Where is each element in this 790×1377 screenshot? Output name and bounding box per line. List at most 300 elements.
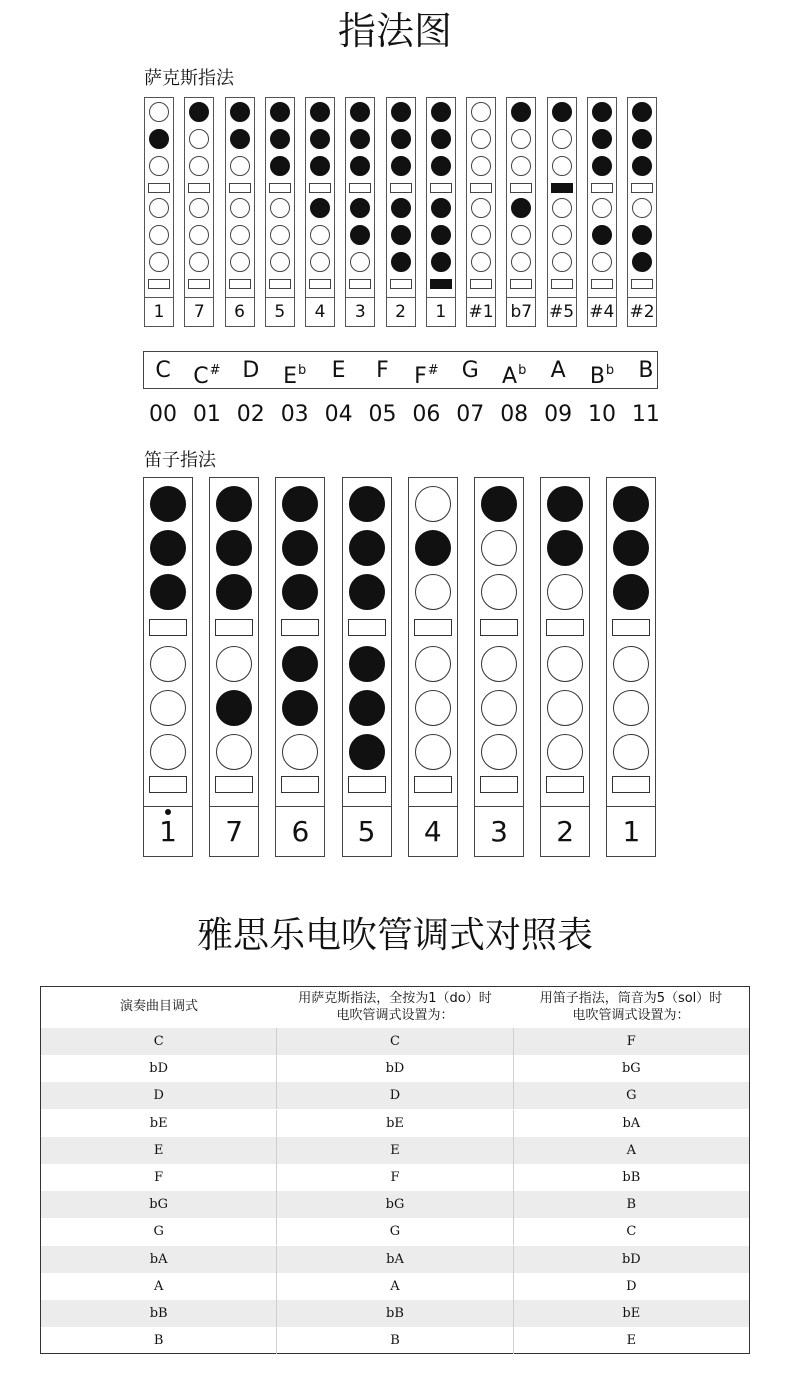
finger-hole [613,646,649,682]
finger-hole [216,574,252,610]
table-row [41,1082,749,1109]
finger-hole [431,225,451,245]
finger-hole [189,225,209,245]
table-row [41,1055,749,1082]
accidental-mark: # [209,363,221,378]
column-divider [145,297,173,298]
sax-note-label: b7 [510,302,533,322]
flute-fingering-column [408,477,458,857]
finger-hole [613,574,649,610]
sax-fingering-column [587,97,617,327]
finger-hole [592,198,612,218]
finger-hole [150,574,186,610]
finger-hole [310,156,330,176]
key-pad [215,776,253,793]
key-pad [149,776,187,793]
column-divider [266,297,294,298]
table-cell: A [153,1278,164,1294]
header-line: 演奏曲目调式 [119,999,198,1014]
finger-hole [431,252,451,272]
finger-hole [552,252,572,272]
key-pad [188,279,210,289]
sax-note-label: 6 [234,302,245,322]
flute-fingering-column [606,477,656,857]
column-divider [475,806,523,807]
sax-fingering-column [305,97,335,327]
finger-hole [282,690,318,726]
flute-fingering-column [275,477,325,857]
sax-note-label: 4 [314,302,326,322]
key-pad [631,183,653,193]
column-divider [387,297,415,298]
note-letter: C [193,364,209,389]
finger-hole [391,252,411,272]
finger-hole [149,102,169,122]
finger-hole [547,734,583,770]
table-cell: bA [276,1246,512,1273]
sax-note-label: 1 [153,302,165,322]
finger-hole [547,574,583,610]
table-cell: F [276,1164,512,1191]
key-pad [430,183,452,193]
note-name [538,352,578,390]
table-cell: bG [513,1055,749,1082]
finger-hole [230,198,250,218]
finger-hole [150,734,186,770]
table-row [41,1218,749,1245]
finger-hole [270,129,290,149]
finger-hole [481,530,517,566]
table-cell: bD [513,1246,749,1273]
finger-hole [391,102,411,122]
finger-hole [431,156,451,176]
sax-note-label: 3 [354,302,366,322]
finger-hole [350,225,370,245]
table-cell: C [276,1028,512,1055]
flute-note-label: 2 [556,815,575,848]
note-name [406,352,446,396]
key-pad [480,619,518,636]
flute-note-label: 1 [159,815,177,848]
finger-hole [310,198,330,218]
key-pad [309,279,331,289]
key-pad [390,183,412,193]
finger-hole [415,646,451,682]
finger-hole [270,252,290,272]
finger-hole [552,156,572,176]
table-cell: bD [149,1061,169,1077]
finger-hole [481,574,517,610]
finger-hole [511,225,531,245]
key-pad [414,619,452,636]
note-name [231,352,271,390]
finger-hole [230,156,250,176]
column-divider [276,806,324,807]
finger-hole [613,690,649,726]
table-cell: bB [149,1306,168,1321]
column-divider [467,297,495,298]
header-line: 电吹管调式设置为： [336,1008,454,1023]
note-name [582,352,622,396]
finger-hole [310,102,330,122]
table-cell: A [276,1273,512,1300]
column-divider [343,806,391,807]
finger-hole [230,252,250,272]
finger-hole [632,102,652,122]
finger-hole [613,530,649,566]
table-row [41,1164,749,1191]
finger-hole [592,225,612,245]
finger-hole [511,252,531,272]
flute-note-label: 3 [490,815,508,848]
finger-hole [149,225,169,245]
finger-hole [511,156,531,176]
key-pad [612,776,650,793]
key-pad [414,776,452,793]
finger-hole [230,129,250,149]
key-pad [612,619,650,636]
table-header-row [41,987,749,1027]
column-divider [507,297,535,298]
key-pad [229,279,251,289]
table-cell: E [276,1137,512,1164]
column-divider [628,297,656,298]
finger-hole [547,690,583,726]
column-divider [541,806,589,807]
column-divider [346,297,374,298]
finger-hole [547,646,583,682]
column-divider [306,297,334,298]
finger-hole [350,252,370,272]
sax-fingering-column [144,97,174,327]
key-code: 11 [631,402,660,427]
table-cell: E [153,1142,164,1158]
finger-hole [431,129,451,149]
key-pad [591,279,613,289]
finger-hole [282,530,318,566]
table-cell: B [276,1327,512,1354]
key-pad [551,279,573,289]
flute-fingering-column [540,477,590,857]
table-row [41,1327,749,1354]
table-row [41,1028,749,1055]
note-name [450,352,490,390]
finger-hole [415,486,451,522]
finger-hole [471,129,491,149]
finger-hole [632,225,652,245]
finger-hole [270,198,290,218]
note-letter: F [376,358,389,383]
finger-hole [216,530,252,566]
table-cell: A [513,1137,749,1164]
sax-note-label: #4 [589,302,615,322]
sax-note-label: #2 [629,302,655,322]
finger-hole [216,486,252,522]
table-cell: bE [276,1110,512,1137]
sax-fingering-column [547,97,577,327]
key-pad [229,183,251,193]
key-code: 03 [280,402,309,427]
sax-note-label: #5 [548,302,575,322]
finger-hole [149,156,169,176]
table-row [41,1273,749,1300]
table-cell: bB [513,1164,749,1191]
sax-fingering-column [345,97,375,327]
note-name [143,352,183,390]
column-divider [185,297,213,298]
finger-hole [189,129,209,149]
key-pad [148,279,170,289]
note-letter: D [242,358,260,383]
note-letter: C [155,358,171,383]
finger-hole [481,734,517,770]
finger-hole [415,690,451,726]
table-cell: D [276,1082,512,1109]
finger-hole [552,198,572,218]
key-code: 01 [192,402,221,427]
key-code: 00 [149,402,177,427]
finger-hole [216,690,252,726]
key-code: 09 [544,402,573,427]
finger-hole [189,156,209,176]
accidental-mark: # [427,363,439,378]
header-line: 用笛子指法，筒音为5（sol）时 [539,991,723,1006]
sax-fingering-column [225,97,255,327]
finger-hole [350,198,370,218]
table-title: 雅思乐电吹管调式对照表 [196,915,593,956]
finger-hole [350,102,370,122]
finger-hole [511,129,531,149]
finger-hole [149,252,169,272]
finger-hole [471,225,491,245]
finger-hole [632,156,652,176]
sax-note-label: 5 [274,302,286,322]
table-cell: bA [149,1251,168,1267]
note-name [319,352,359,390]
key-pad [149,619,187,636]
finger-hole [282,486,318,522]
table-cell: G [513,1082,749,1109]
finger-hole [270,225,290,245]
finger-hole [613,486,649,522]
column-divider [548,297,576,298]
finger-hole [511,102,531,122]
sax-fingering-column [386,97,416,327]
finger-hole [481,646,517,682]
table-cell: G [153,1224,164,1240]
table-cell: bE [149,1115,168,1131]
note-letter: A [502,364,518,389]
key-pad [546,619,584,636]
column-divider [588,297,616,298]
finger-hole [431,102,451,122]
finger-hole [511,198,531,218]
table-row [41,1191,749,1218]
key-pad [349,183,371,193]
key-pad [148,183,170,193]
key-pad [269,279,291,289]
key-pad [215,619,253,636]
sax-note-label: 2 [395,302,406,322]
finger-hole [349,690,385,726]
key-code: 08 [500,402,529,427]
table-cell: bA [513,1110,749,1137]
finger-hole [415,734,451,770]
note-name [187,352,227,396]
flute-note-label: 5 [357,815,376,848]
note-letter: E [283,364,297,389]
note-letter: B [589,364,605,389]
key-pad [348,619,386,636]
note-letter: A [550,358,566,383]
flute-fingering-column [474,477,524,857]
key-code: 10 [588,402,616,427]
finger-hole [150,646,186,682]
finger-hole [415,574,451,610]
finger-hole [310,225,330,245]
sax-fingering-column [627,97,657,327]
key-pad [390,279,412,289]
key-pad [470,183,492,193]
flute-note-label: 1 [622,815,641,848]
finger-hole [592,102,612,122]
flute-note-label: 6 [291,815,310,848]
column-divider [226,297,254,298]
column-divider [144,806,192,807]
table-cell: bB [276,1300,512,1327]
table-cell: D [513,1273,749,1300]
table-row [41,1300,749,1327]
finger-hole [471,252,491,272]
key-pad [188,183,210,193]
key-pad [349,279,371,289]
table-cell: C [153,1034,164,1049]
table-row [41,1110,749,1137]
note-letter: F [414,364,427,389]
finger-hole [230,102,250,122]
note-name [494,352,534,396]
finger-hole [552,225,572,245]
table-cell: F [154,1170,164,1185]
finger-hole [349,486,385,522]
column-divider [427,297,455,298]
flute-fingering-column [143,477,193,857]
finger-hole [613,734,649,770]
key-pad [631,279,653,289]
finger-hole [216,734,252,770]
sax-fingering-column [466,97,496,327]
table-cell: F [513,1028,749,1055]
finger-hole [282,646,318,682]
key-pad [269,183,291,193]
finger-hole [349,574,385,610]
finger-hole [350,129,370,149]
sax-fingering-column [184,97,214,327]
header-line: 电吹管调式设置为： [572,1008,690,1023]
finger-hole [471,102,491,122]
finger-hole [310,129,330,149]
finger-hole [471,198,491,218]
note-name [626,352,666,390]
key-code: 02 [236,402,265,427]
finger-hole [391,156,411,176]
table-cell: G [276,1218,512,1245]
finger-hole [216,646,252,682]
flute-fingering-label: 笛子指法 [144,450,216,471]
table-cell: bG [276,1191,512,1218]
table-header-cell [513,987,749,1027]
table-cell: C [513,1218,749,1245]
page-title: 指法图 [337,9,452,53]
table-header-cell [41,987,277,1027]
table-header-cell [277,987,513,1027]
key-pad [510,279,532,289]
key-mode-table [40,986,750,1354]
key-pad [348,776,386,793]
finger-hole [349,734,385,770]
header-line: 用萨克斯指法，全按为1（do）时 [298,991,492,1006]
table-cell: D [153,1088,164,1104]
key-code: 07 [456,402,485,427]
key-pad [480,776,518,793]
key-code: 04 [324,402,353,427]
finger-hole [189,198,209,218]
finger-hole [350,156,370,176]
finger-hole [310,252,330,272]
note-letter: B [638,358,654,383]
table-cell: bE [513,1300,749,1327]
column-divider [409,806,457,807]
sax-note-label: 7 [193,302,205,322]
finger-hole [547,486,583,522]
finger-hole [552,102,572,122]
table-cell: B [513,1191,749,1218]
key-code: 05 [368,402,397,427]
sax-note-label: 1 [435,302,447,322]
finger-hole [270,156,290,176]
sax-fingering-column [426,97,456,327]
key-pad [551,183,573,193]
finger-hole [150,690,186,726]
sax-fingering-column [265,97,295,327]
sax-fingering-label: 萨克斯指法 [144,68,234,89]
column-divider [210,806,258,807]
note-name [363,352,403,390]
table-cell: E [513,1327,749,1354]
flute-fingering-column [342,477,392,857]
note-letter: G [461,358,479,383]
finger-hole [632,129,652,149]
key-pad [309,183,331,193]
flute-note-label: 7 [225,815,244,848]
accidental-mark: b [518,363,527,378]
finger-hole [547,530,583,566]
finger-hole [471,156,491,176]
finger-hole [632,198,652,218]
finger-hole [149,129,169,149]
finger-hole [230,225,250,245]
key-code: 06 [412,402,441,427]
finger-hole [415,530,451,566]
table-cell: B [153,1333,164,1349]
flute-fingering-column [209,477,259,857]
key-pad [281,776,319,793]
finger-hole [391,129,411,149]
accidental-mark: b [605,363,615,378]
table-cell: bD [276,1055,512,1082]
finger-hole [149,198,169,218]
finger-hole [270,102,290,122]
